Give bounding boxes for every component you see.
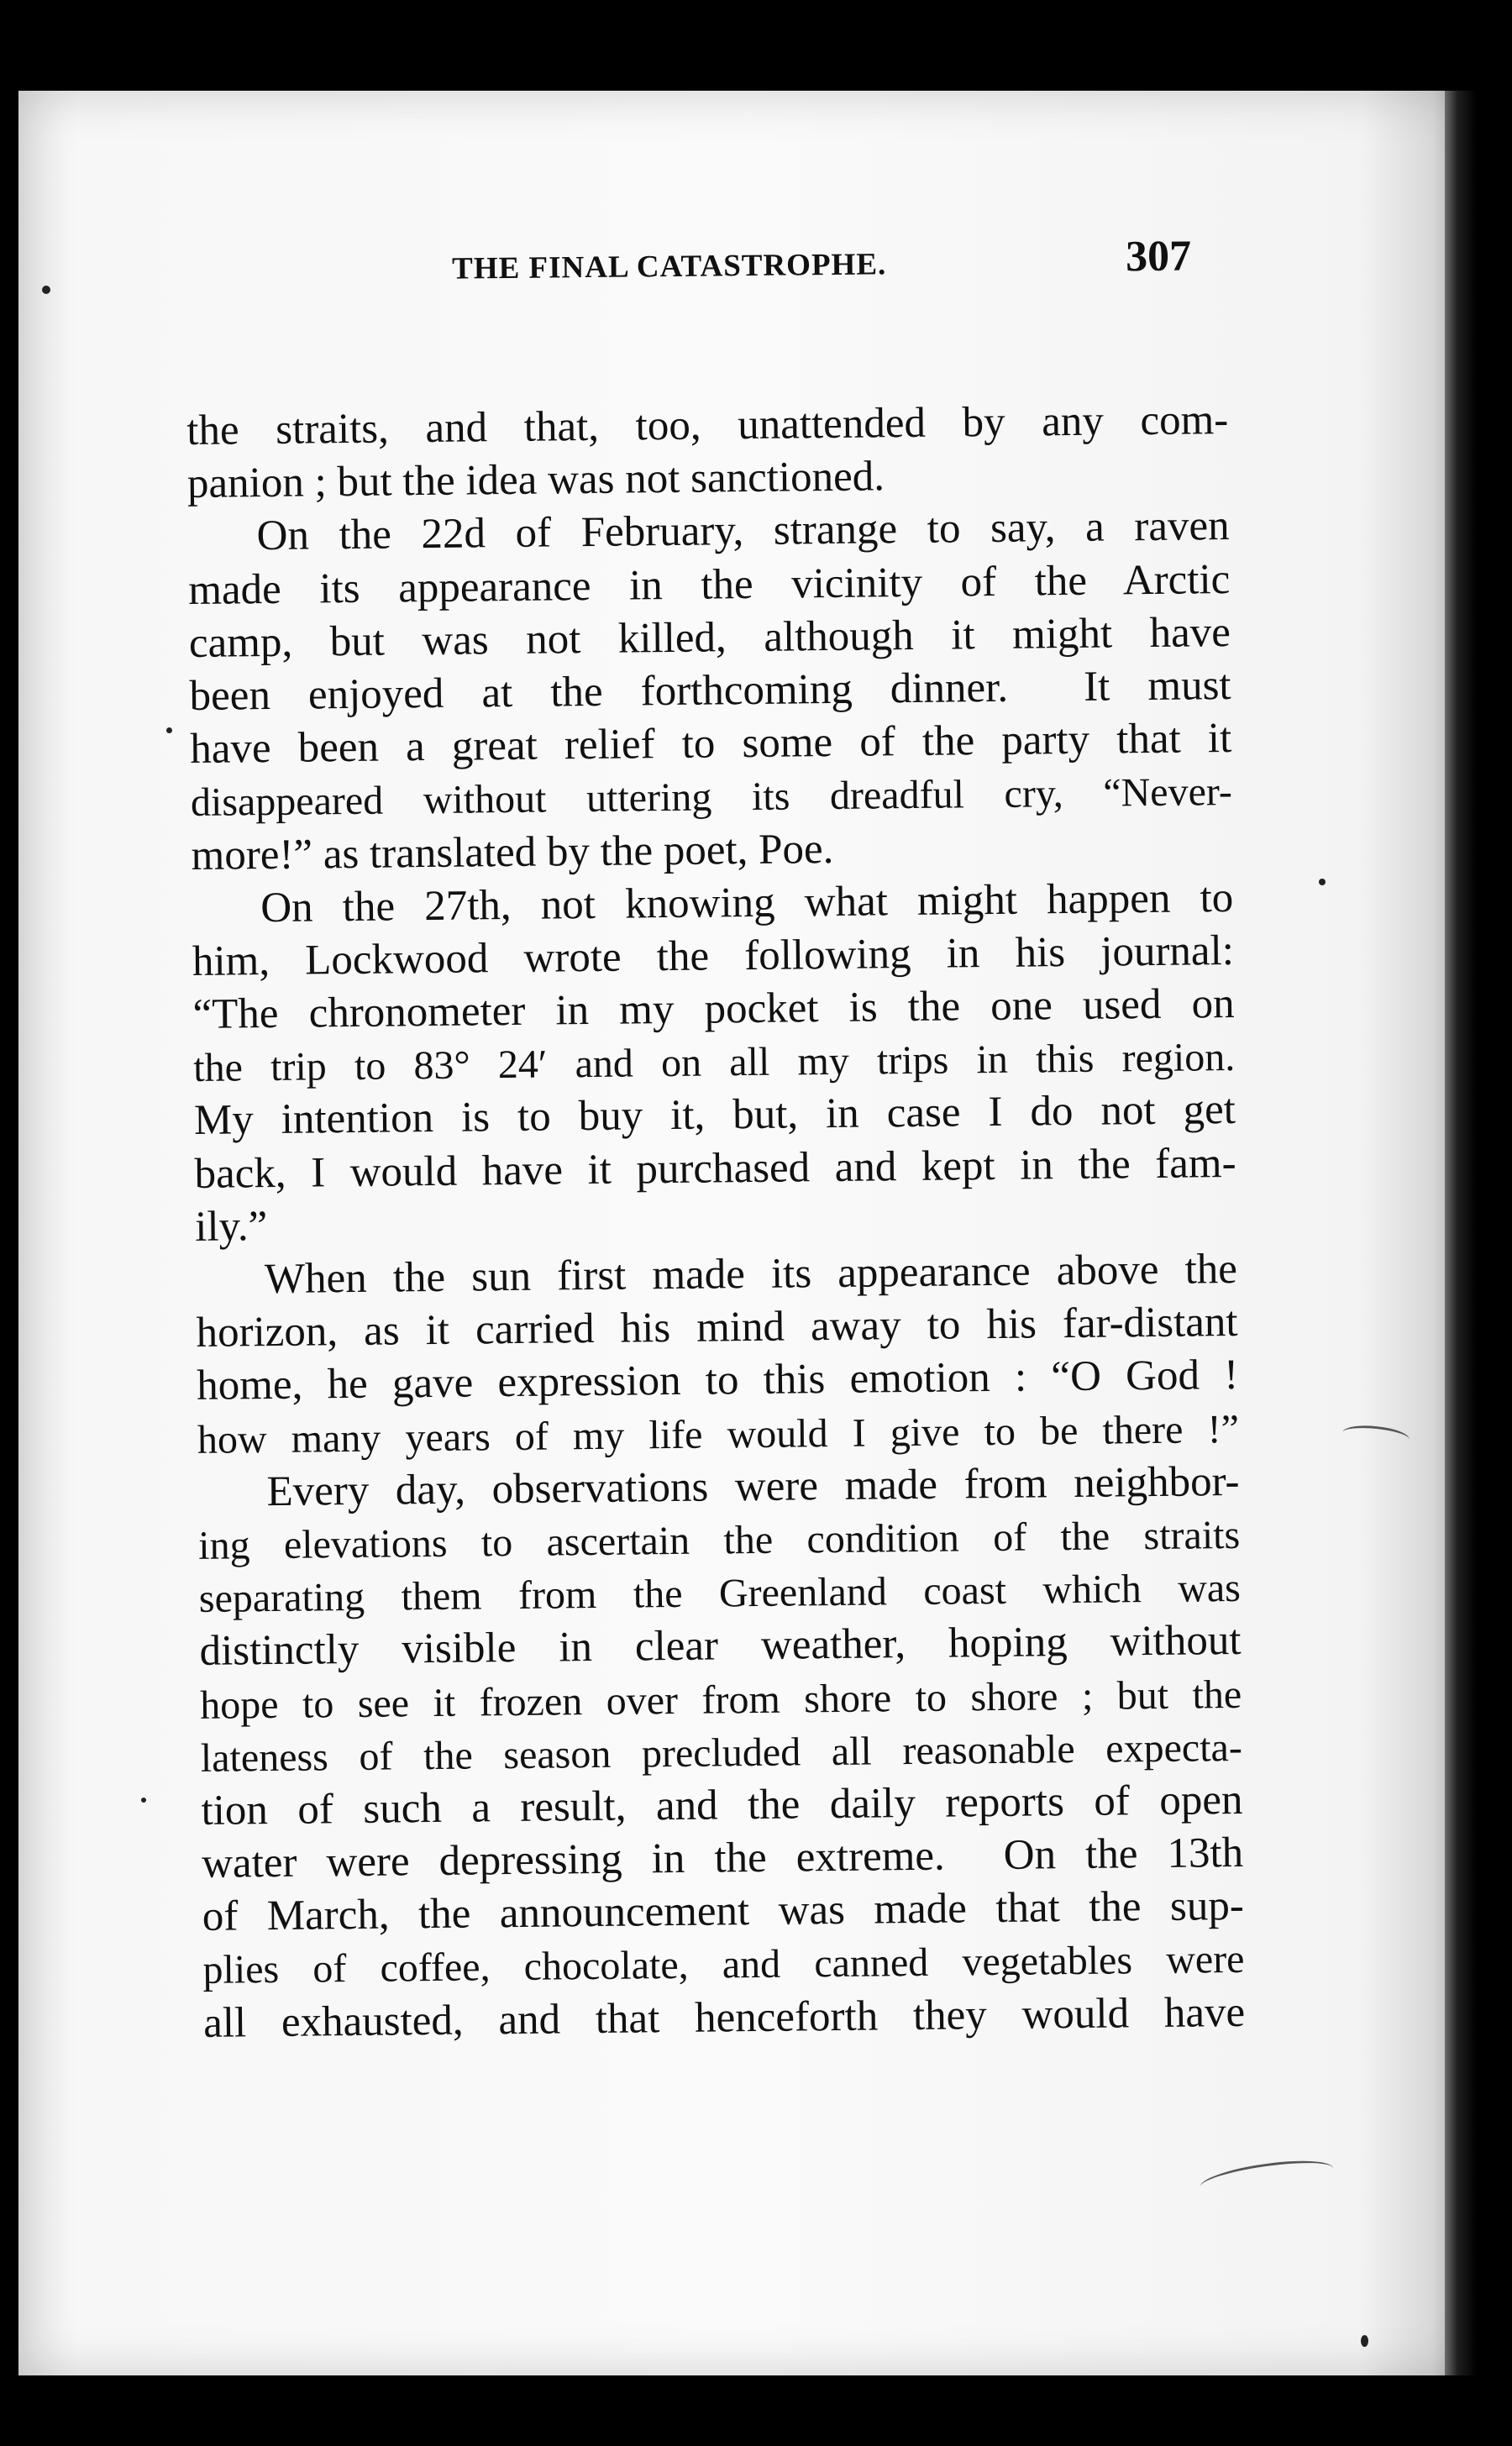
text-line: panion ; but the idea was not sanctioned. [186,453,885,508]
text-line: the straits, and that, too, unattended by any com- [186,396,1229,454]
running-head: THE FINAL CATASTROPHE. [451,247,887,286]
page-gutter-shadow [1445,91,1477,2375]
text-line: home, he gave expression to this emotion : “O God ! [196,1352,1239,1410]
text-line: how many years of my life would I give to be there !” [197,1406,1240,1462]
text-line: more!” as translated by the poet, Poe. [191,825,834,879]
text-line: him, Lockwood wrote the following in his journal: [192,926,1235,985]
text-line: On the 22d of February, strange to say, a raven [256,502,1230,560]
text-line: lateness of the season precluded all reasonable expecta- [200,1724,1243,1781]
speck-mark [166,727,172,733]
body-text [186,394,1245,2050]
text-line: disappeared without uttering its dreadful cry, “Never- [190,769,1233,826]
text-line: ing elevations to ascertain the condition of the straits [197,1512,1241,1568]
text-line: hope to see it frozen over from shore to shore ; but the [199,1672,1242,1728]
text-line: water were depressing in the extreme. On the 13th [201,1829,1244,1887]
text-line: When the sun first made its appearance above the [264,1245,1238,1304]
page-number: 307 [1125,232,1192,281]
text-line: plies of coffee, chocolate, and canned vegetables were [202,1937,1245,1993]
page-header [437,216,1219,291]
speck-mark [141,1798,146,1803]
text-line: all exhausted, and that henceforth they would have [202,1988,1246,2047]
text-line: distinctly visible in clear weather, hoping without [199,1617,1242,1676]
text-line: made its appearance in the vicinity of the Arctic [188,555,1231,614]
text-line: horizon, as it carried his mind away to his far-distant [196,1299,1238,1357]
text-line: tion of such a result, and the daily reports of open [201,1776,1243,1834]
text-line: “The chronometer in my pocket is the one used on [192,980,1235,1039]
text-line: of March, the announcement was made that the sup- [202,1882,1245,1941]
text-line: the trip to 83° 24′ and on all my trips in this region. [192,1035,1236,1091]
text-line: back, I would have it purchased and kept in the fam- [194,1139,1236,1198]
text-line: ily.” [194,1202,268,1251]
text-line: have been a great relief to some of the party that it [190,715,1232,774]
text-line: My intention is to buy it, but, in case I do not get [193,1086,1236,1145]
speck-mark [1361,2335,1368,2347]
speck-mark [1319,879,1326,885]
text-line: been enjoyed at the forthcoming dinner. It must [189,661,1231,720]
text-line: separating them from the Greenland coast which was [198,1566,1242,1622]
text-line: Every day, observations were made from neighbor- [266,1457,1240,1515]
speck-mark [42,286,50,294]
text-line: camp, but was not killed, although it might have [188,608,1231,667]
text-line: On the 27th, not knowing what might happen to [260,874,1234,932]
